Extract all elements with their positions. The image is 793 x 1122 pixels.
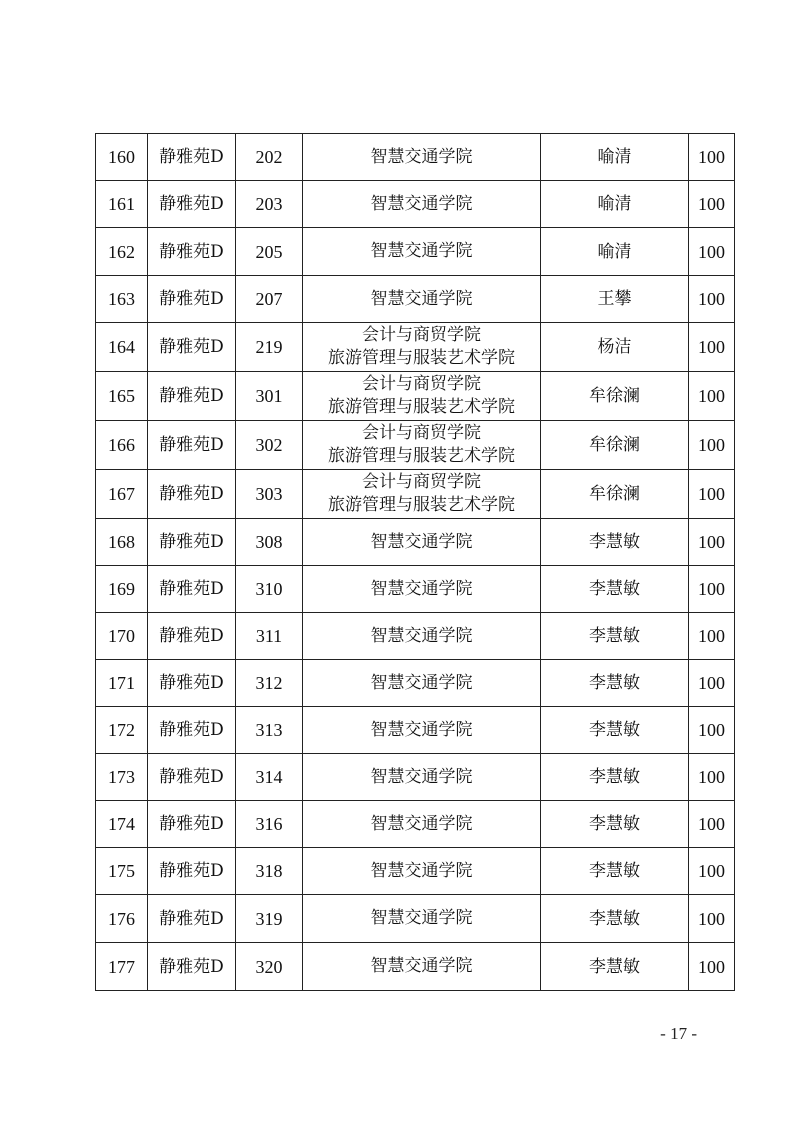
cell-serial-number: 171 — [96, 660, 148, 707]
cell-serial-number: 172 — [96, 707, 148, 754]
cell-responsible-person: 王攀 — [541, 276, 689, 323]
cell-college — [303, 566, 541, 613]
cell-building: 静雅苑D — [148, 519, 236, 566]
cell-building: 静雅苑D — [148, 372, 236, 421]
cell-building: 静雅苑D — [148, 754, 236, 801]
college-name: 旅游管理与服装艺术学院 — [328, 495, 515, 515]
cell-responsible-person: 喻清 — [541, 181, 689, 228]
table-row — [96, 566, 735, 613]
college-name: 智慧交通学院 — [370, 860, 473, 881]
cell-room-number: 312 — [236, 660, 303, 707]
cell-building: 静雅苑D — [148, 134, 236, 181]
cell-building: 静雅苑D — [148, 323, 236, 372]
cell-serial-number: 176 — [96, 895, 148, 943]
table-row — [96, 754, 735, 801]
college-name: 智慧交通学院 — [370, 531, 473, 552]
college-name: 会计与商贸学院 — [362, 423, 481, 443]
cell-serial-number: 170 — [96, 613, 148, 660]
cell-college — [303, 519, 541, 566]
cell-serial-number: 160 — [96, 134, 148, 181]
cell-college — [303, 895, 541, 943]
college-name: 智慧交通学院 — [370, 908, 473, 928]
cell-college — [303, 707, 541, 754]
cell-responsible-person: 杨洁 — [541, 323, 689, 372]
cell-room-number: 202 — [236, 134, 303, 181]
cell-building: 静雅苑D — [148, 943, 236, 991]
cell-responsible-person: 喻清 — [541, 134, 689, 181]
cell-college — [303, 181, 541, 228]
cell-score: 100 — [689, 519, 735, 566]
table-row — [96, 134, 735, 181]
cell-room-number: 203 — [236, 181, 303, 228]
cell-college — [303, 228, 541, 276]
cell-responsible-person: 牟徐澜 — [541, 372, 689, 421]
cell-room-number: 320 — [236, 943, 303, 991]
cell-score: 100 — [689, 895, 735, 943]
cell-building: 静雅苑D — [148, 421, 236, 470]
cell-serial-number: 173 — [96, 754, 148, 801]
college-name: 智慧交通学院 — [370, 719, 473, 740]
cell-score: 100 — [689, 421, 735, 470]
cell-building: 静雅苑D — [148, 470, 236, 519]
cell-building: 静雅苑D — [148, 181, 236, 228]
cell-score: 100 — [689, 323, 735, 372]
cell-building: 静雅苑D — [148, 566, 236, 613]
cell-room-number: 308 — [236, 519, 303, 566]
cell-college — [303, 613, 541, 660]
cell-score: 100 — [689, 707, 735, 754]
cell-serial-number: 165 — [96, 372, 148, 421]
college-name: 智慧交通学院 — [370, 241, 473, 261]
table-row — [96, 323, 735, 372]
cell-room-number: 219 — [236, 323, 303, 372]
cell-building: 静雅苑D — [148, 801, 236, 848]
cell-score: 100 — [689, 848, 735, 895]
cell-responsible-person: 喻清 — [541, 228, 689, 276]
table-row — [96, 848, 735, 895]
table-row — [96, 372, 735, 421]
cell-score: 100 — [689, 613, 735, 660]
cell-building: 静雅苑D — [148, 276, 236, 323]
table-body — [96, 134, 735, 991]
college-name: 智慧交通学院 — [370, 578, 473, 599]
cell-serial-number: 168 — [96, 519, 148, 566]
dormitory-score-table — [95, 133, 735, 991]
cell-serial-number: 175 — [96, 848, 148, 895]
table-row — [96, 660, 735, 707]
cell-building: 静雅苑D — [148, 895, 236, 943]
cell-room-number: 314 — [236, 754, 303, 801]
cell-building: 静雅苑D — [148, 848, 236, 895]
cell-score: 100 — [689, 470, 735, 519]
college-name: 智慧交通学院 — [370, 766, 473, 787]
cell-building: 静雅苑D — [148, 613, 236, 660]
college-name: 旅游管理与服装艺术学院 — [328, 446, 515, 466]
cell-college — [303, 421, 541, 470]
cell-college — [303, 848, 541, 895]
cell-score: 100 — [689, 801, 735, 848]
cell-room-number: 313 — [236, 707, 303, 754]
college-name: 会计与商贸学院 — [362, 325, 481, 345]
college-name: 智慧交通学院 — [370, 146, 473, 167]
college-name: 智慧交通学院 — [370, 625, 473, 646]
cell-building: 静雅苑D — [148, 707, 236, 754]
cell-serial-number: 174 — [96, 801, 148, 848]
cell-college — [303, 276, 541, 323]
cell-room-number: 303 — [236, 470, 303, 519]
table-row — [96, 895, 735, 943]
cell-room-number: 205 — [236, 228, 303, 276]
cell-responsible-person: 李慧敏 — [541, 660, 689, 707]
cell-room-number: 319 — [236, 895, 303, 943]
cell-room-number: 301 — [236, 372, 303, 421]
cell-serial-number: 164 — [96, 323, 148, 372]
cell-responsible-person: 李慧敏 — [541, 801, 689, 848]
cell-score: 100 — [689, 566, 735, 613]
cell-room-number: 302 — [236, 421, 303, 470]
cell-college — [303, 470, 541, 519]
cell-score: 100 — [689, 228, 735, 276]
college-name: 旅游管理与服装艺术学院 — [328, 348, 515, 368]
cell-college — [303, 372, 541, 421]
college-name: 智慧交通学院 — [370, 288, 473, 309]
cell-college — [303, 660, 541, 707]
cell-serial-number: 161 — [96, 181, 148, 228]
table-row — [96, 613, 735, 660]
cell-score: 100 — [689, 372, 735, 421]
cell-score: 100 — [689, 754, 735, 801]
cell-college — [303, 801, 541, 848]
table-row — [96, 943, 735, 991]
table-row — [96, 707, 735, 754]
table-row — [96, 801, 735, 848]
table-row — [96, 181, 735, 228]
college-name: 会计与商贸学院 — [362, 472, 481, 492]
table-row — [96, 519, 735, 566]
cell-serial-number: 163 — [96, 276, 148, 323]
cell-serial-number: 177 — [96, 943, 148, 991]
cell-responsible-person: 李慧敏 — [541, 943, 689, 991]
cell-responsible-person: 牟徐澜 — [541, 470, 689, 519]
college-name: 智慧交通学院 — [370, 672, 473, 693]
page-number: - 17 - — [660, 1024, 697, 1043]
college-name: 智慧交通学院 — [370, 813, 473, 834]
cell-room-number: 316 — [236, 801, 303, 848]
cell-responsible-person: 李慧敏 — [541, 707, 689, 754]
cell-room-number: 311 — [236, 613, 303, 660]
cell-building: 静雅苑D — [148, 660, 236, 707]
table-row — [96, 470, 735, 519]
cell-score: 100 — [689, 181, 735, 228]
cell-score: 100 — [689, 660, 735, 707]
table-row — [96, 276, 735, 323]
cell-college — [303, 943, 541, 991]
cell-room-number: 310 — [236, 566, 303, 613]
cell-score: 100 — [689, 943, 735, 991]
cell-responsible-person: 李慧敏 — [541, 519, 689, 566]
cell-responsible-person: 李慧敏 — [541, 895, 689, 943]
cell-room-number: 207 — [236, 276, 303, 323]
college-name: 旅游管理与服装艺术学院 — [328, 397, 515, 417]
cell-score: 100 — [689, 276, 735, 323]
cell-responsible-person: 牟徐澜 — [541, 421, 689, 470]
cell-responsible-person: 李慧敏 — [541, 566, 689, 613]
cell-responsible-person: 李慧敏 — [541, 613, 689, 660]
cell-score: 100 — [689, 134, 735, 181]
cell-serial-number: 162 — [96, 228, 148, 276]
college-name: 会计与商贸学院 — [362, 374, 481, 394]
table-row — [96, 228, 735, 276]
cell-serial-number: 167 — [96, 470, 148, 519]
college-name: 智慧交通学院 — [370, 193, 473, 214]
cell-college — [303, 754, 541, 801]
dormitory-score-table-container — [95, 133, 734, 991]
cell-serial-number: 169 — [96, 566, 148, 613]
table-row — [96, 421, 735, 470]
cell-responsible-person: 李慧敏 — [541, 848, 689, 895]
cell-responsible-person: 李慧敏 — [541, 754, 689, 801]
college-name: 智慧交通学院 — [370, 956, 473, 976]
cell-building: 静雅苑D — [148, 228, 236, 276]
cell-serial-number: 166 — [96, 421, 148, 470]
cell-room-number: 318 — [236, 848, 303, 895]
cell-college — [303, 323, 541, 372]
cell-college — [303, 134, 541, 181]
